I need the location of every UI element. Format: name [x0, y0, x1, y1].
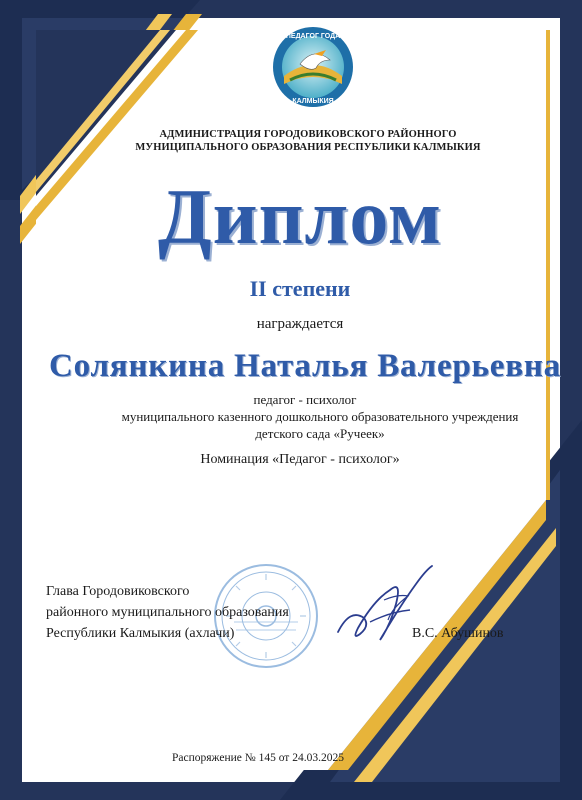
signer-name: В.С. Абушинов — [412, 626, 504, 641]
teacher-of-year-emblem — [270, 24, 356, 110]
emblem-top-text: ПЕДАГОГ ГОДА — [285, 33, 341, 40]
nomination: Номинация «Педагог - психолог» — [200, 452, 400, 467]
diploma-title: Диплом — [158, 173, 442, 260]
institution-line-1: муниципального казенного дошкольного образовательного учреждения — [121, 409, 519, 424]
institution-line-2: детского сада «Ручеек» — [255, 426, 385, 441]
awarded-label: награждается — [256, 316, 344, 332]
recipient-position: педагог - психолог — [253, 392, 357, 407]
head-line-1: Глава Городовиковского — [46, 584, 190, 599]
recipient-name: Солянкина Наталья Валерьевна — [48, 348, 561, 384]
admin-line-2: МУНИЦИПАЛЬНОГО ОБРАЗОВАНИЯ РЕСПУБЛИКИ КАЛМЫКИЯ — [135, 142, 481, 153]
order-reference: Распоряжение № 145 от 24.03.2025 — [172, 752, 344, 764]
administration-header — [130, 128, 486, 154]
admin-line-1: АДМИНИСТРАЦИЯ ГОРОДОВИКОВСКОГО РАЙОННОГО — [159, 129, 457, 140]
head-line-2: районного муниципального образования — [46, 605, 289, 620]
head-of-administration — [46, 581, 346, 644]
emblem-bottom-text: КАЛМЫКИЯ — [292, 98, 334, 105]
diploma-degree: II степени — [249, 276, 351, 301]
institution — [110, 408, 530, 442]
head-line-3: Республики Калмыкия (ахлачи) — [46, 626, 235, 641]
